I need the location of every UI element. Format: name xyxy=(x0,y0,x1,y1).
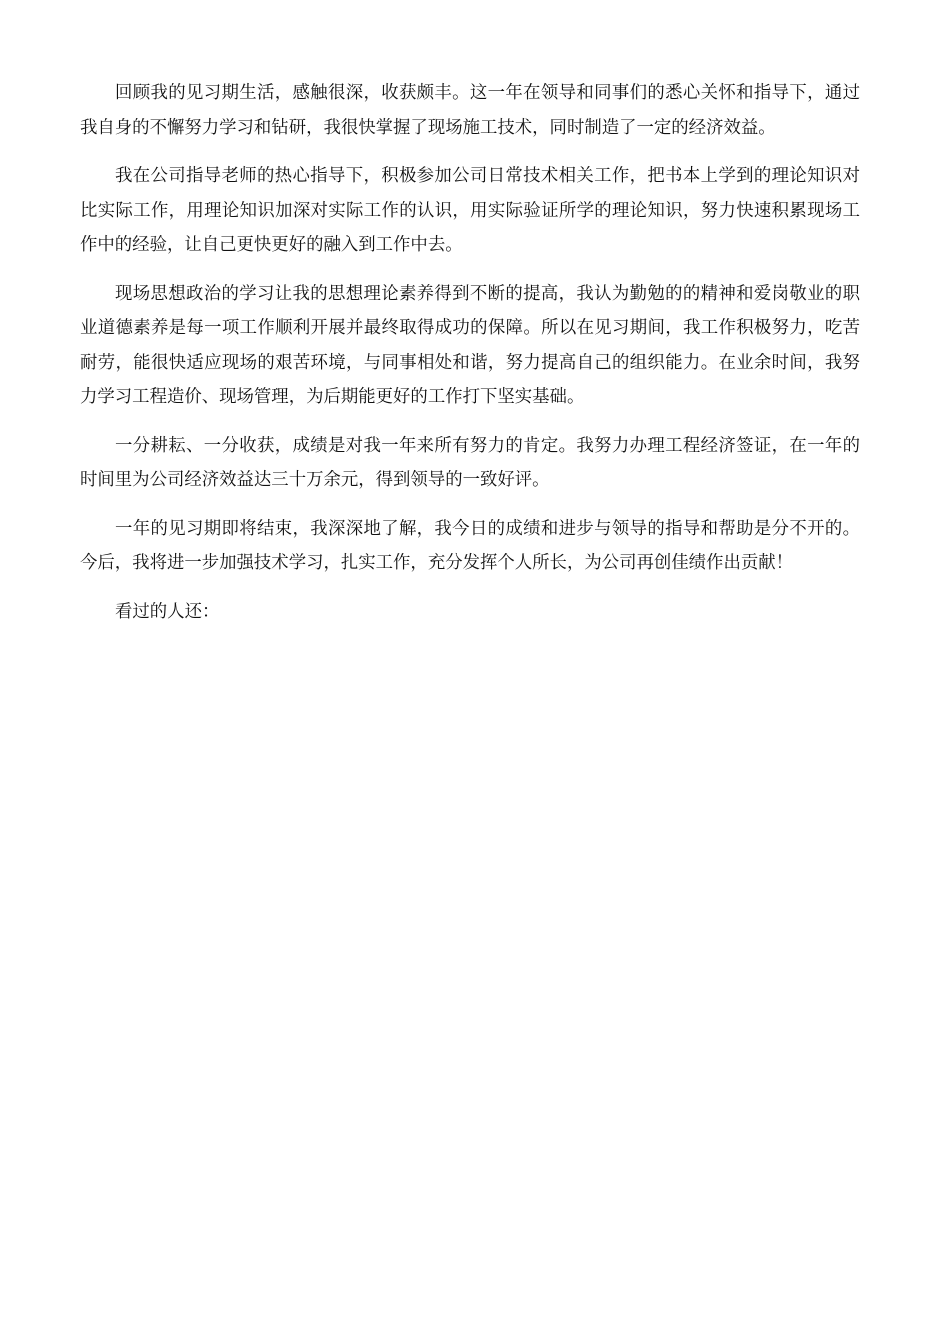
paragraph-political-study: 现场思想政治的学习让我的思想理论素养得到不断的提高，我认为勤勉的的精神和爱岗敬业的职业道德素养是每一项工作顺利开展并最终取得成功的保障。所以在见习期间，我工作积极努力，吃苦耐劳，能很快适应现场的艰苦环境，与同事相处和谐，努力提高自己的组织能力。在业余时间，我努力学习工程造价、现场管理，为后期能更好的工作打下坚实基础。 xyxy=(80,283,860,407)
paragraph-mentor-guidance: 我在公司指导老师的热心指导下，积极参加公司日常技术相关工作，把书本上学到的理论知识对比实际工作，用理论知识加深对实际工作的认识，用实际验证所学的理论知识，努力快速积累现场工作中的经验，让自己更快更好的融入到工作中去。 xyxy=(80,166,860,255)
paragraph-review-internship: 回顾我的见习期生活，感触很深，收获颇丰。这一年在领导和同事们的悉心关怀和指导下，通过我自身的不懈努力学习和钻研，我很快掌握了现场施工技术，同时制造了一定的经济效益。 xyxy=(80,83,860,138)
paragraph-conclusion: 一年的见习期即将结束，我深深地了解，我今日的成绩和进步与领导的指导和帮助是分不开的。今后，我将进一步加强技术学习，扎实工作，充分发挥个人所长，为公司再创佳绩作出贡献！ xyxy=(80,518,860,573)
paragraph-achievements: 一分耕耘、一分收获，成绩是对我一年来所有努力的肯定。我努力办理工程经济签证，在一年的时间里为公司经济效益达三十万余元，得到领导的一致好评。 xyxy=(80,435,860,490)
document-body xyxy=(80,76,860,643)
paragraph-also-viewed: 看过的人还： xyxy=(115,601,220,622)
